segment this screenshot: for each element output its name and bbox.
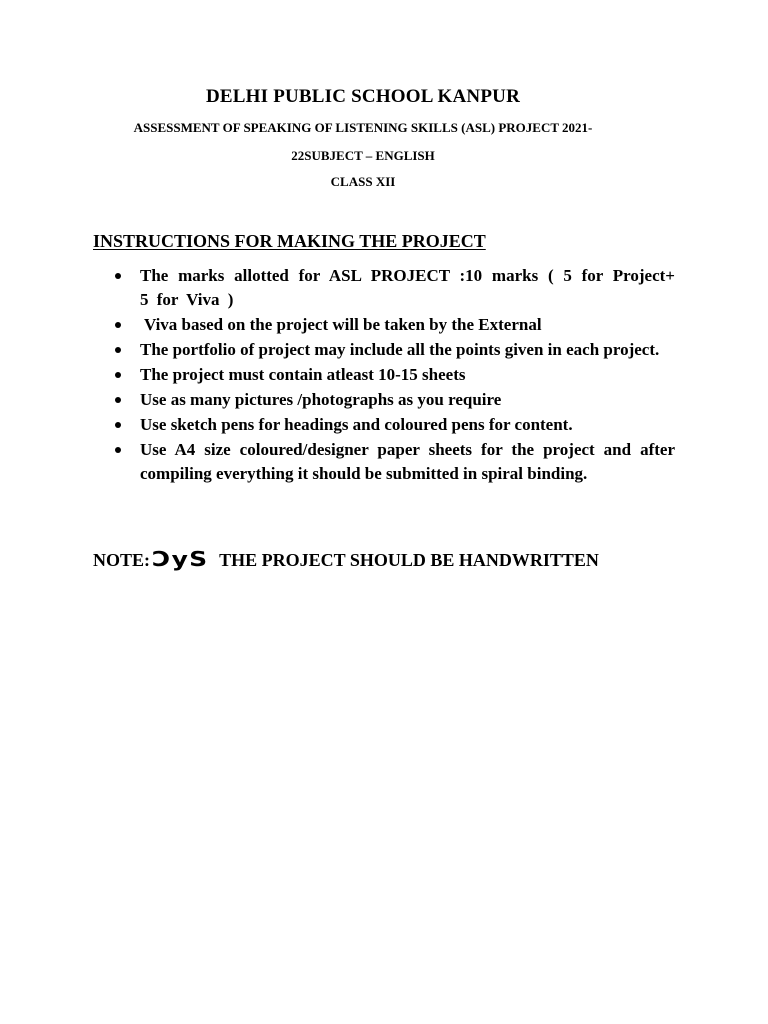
school-name: DELHI PUBLIC SCHOOL KANPUR	[206, 86, 520, 107]
list-item	[93, 264, 675, 312]
bullet-icon	[115, 372, 121, 378]
bullet-icon	[115, 273, 121, 279]
assessment-title-line-2: 22SUBJECT – ENGLISH	[291, 148, 435, 163]
list-item	[93, 438, 675, 486]
list-item-text: The marks allotted for ASL PROJECT :10 marks ( 5 for Project+ 5 for Viva )	[140, 266, 675, 309]
list-item-text: The portfolio of project may include all the points given in each project.	[140, 340, 660, 359]
instructions-heading: INSTRUCTIONS FOR MAKING THE PROJECT	[93, 231, 486, 251]
list-item-text: The project must contain atleast 10-15 sheets	[140, 365, 466, 384]
assessment-title-line-1: ASSESSMENT OF SPEAKING OF LISTENING SKILLS (ASL) PROJECT 2021-	[133, 120, 593, 135]
list-item	[93, 313, 675, 337]
bullet-icon	[115, 347, 121, 353]
note-label: NOTE:	[93, 550, 151, 570]
class-label: CLASS XII	[330, 174, 396, 189]
list-item	[93, 338, 675, 362]
list-item-text: Use A4 size coloured/designer paper sheets for the project and after compiling everything it should be submitted in spiral binding.	[140, 440, 675, 483]
bullet-icon	[115, 422, 121, 428]
bullet-icon	[115, 397, 121, 403]
note-paragraph	[93, 548, 613, 571]
list-item-text: Viva based on the project will be taken by the External	[140, 315, 542, 334]
list-item	[93, 388, 675, 412]
bullet-icon	[115, 447, 121, 453]
instructions-list	[93, 264, 675, 487]
note-symbol: ƆyS	[152, 547, 209, 571]
list-item-text: Use sketch pens for headings and coloured pens for content.	[140, 415, 573, 434]
list-item-text: Use as many pictures /photographs as you require	[140, 390, 502, 409]
list-item	[93, 363, 675, 387]
note-text: THE PROJECT SHOULD BE HANDWRITTEN	[219, 550, 599, 570]
bullet-icon	[115, 322, 121, 328]
list-item	[93, 413, 675, 437]
